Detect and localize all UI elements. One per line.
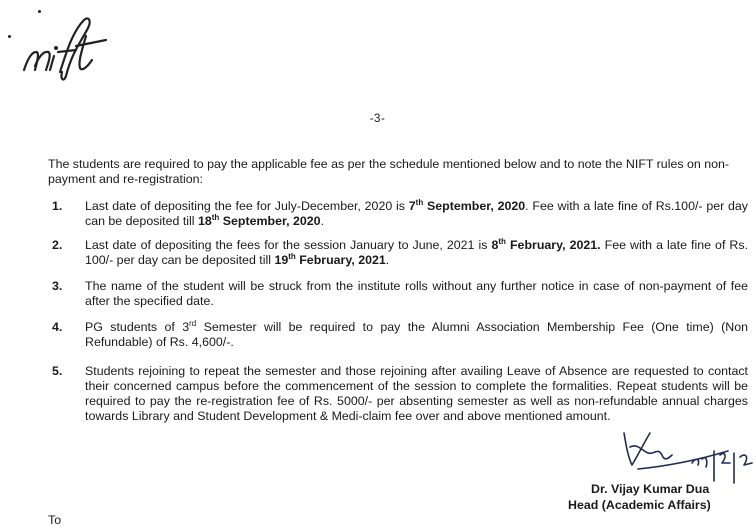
page-number: -3- bbox=[369, 113, 386, 125]
intro-paragraph: The students are required to pay the applicable fee as per the schedule mentioned below and to note the NIFT rules on non-payment and re-registration: bbox=[48, 157, 730, 186]
list-item bbox=[48, 364, 748, 424]
item-text: The name of the student will be struck from the institute rolls without any further notice in case of non-payment of fee after the specified date. bbox=[85, 279, 748, 308]
list-item bbox=[48, 199, 748, 229]
item-text: PG students of 3rd Semester will be required to pay the Alumni Association Membership Fee (One time) (Non Refundable) of Rs. 4,600/-. bbox=[85, 319, 748, 349]
list-item bbox=[48, 238, 748, 268]
signatory-title: Head (Academic Affairs) bbox=[568, 498, 711, 512]
item-number: 2. bbox=[52, 238, 63, 252]
item-text: Last date of depositing the fees for the session January to June, 2021 is 8th February, 2021. Fee with a late fine of Rs. 100/- per day can be deposited till 19th February, 2021. bbox=[85, 237, 749, 267]
item-number: 3. bbox=[52, 279, 63, 293]
list-item bbox=[48, 279, 748, 309]
signatory-name: Dr. Vijay Kumar Dua bbox=[591, 482, 710, 496]
nift-logo bbox=[10, 6, 120, 84]
item-number: 4. bbox=[52, 320, 63, 334]
to-label: To bbox=[48, 513, 62, 527]
item-number: 1. bbox=[52, 199, 63, 213]
list-item bbox=[48, 320, 748, 350]
item-text: Last date of depositing the fee for July-December, 2020 is 7th September, 2020. Fee with a late fine of Rs.100/- per day can be deposited till 18th September, 2020. bbox=[85, 198, 748, 228]
item-number: 5. bbox=[52, 364, 63, 378]
item-text: Students rejoining to repeat the semester and those rejoining after availing Leave of Absence are requested to contact their concerned campus before the commencement of the session to complete the formalities. Repeat students will be required to pay the re-registration fee of Rs. 5000/- per absenting semester as well as non-refundable annual charges towards Library and Student Development & Medi-claim fee over and above mentioned amount. bbox=[85, 364, 748, 423]
